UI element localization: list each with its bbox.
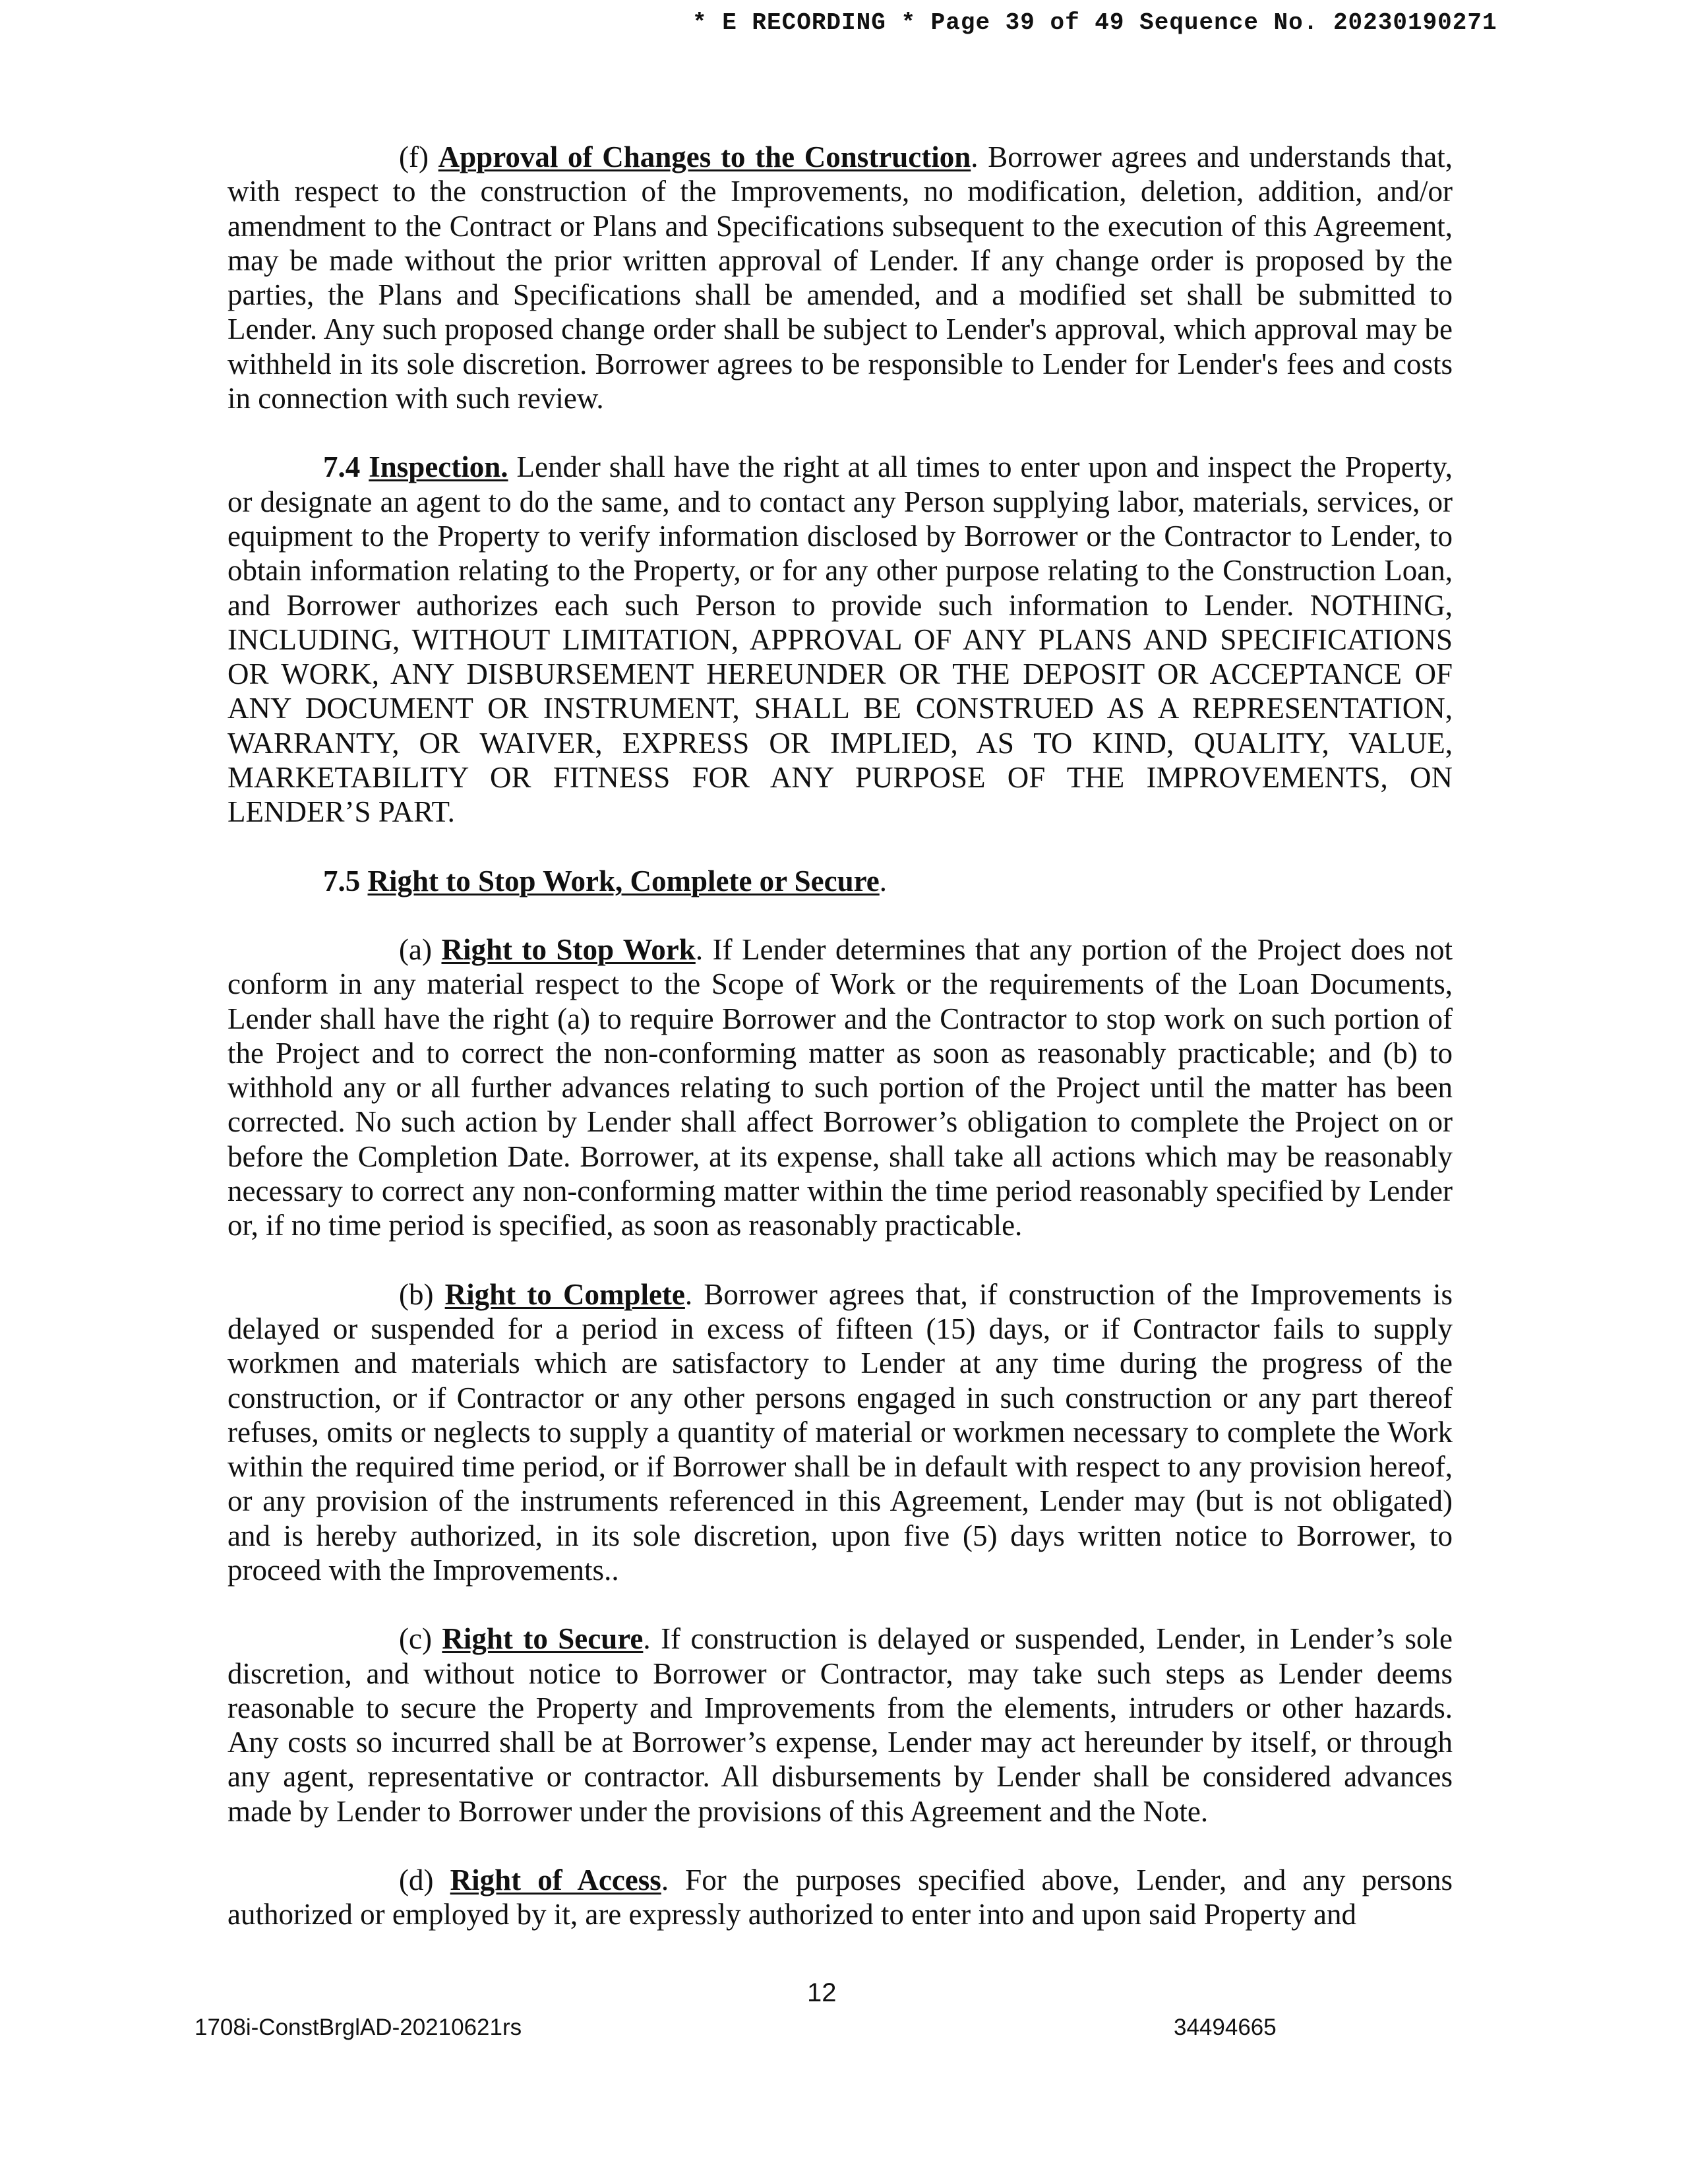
section-d-label: (d) bbox=[399, 1864, 434, 1897]
section-7-5-suffix: . bbox=[879, 864, 887, 897]
section-c-heading: Right to Secure bbox=[442, 1622, 644, 1656]
section-d-right-of-access bbox=[227, 1863, 1453, 1932]
section-a-label: (a) bbox=[399, 932, 432, 966]
section-b-body: . Borrower agrees that, if construction of the Improvements is delayed or suspended for a period in excess of fifteen (15) days, or if Contractor fails to supply workmen and materials which are satisfactory to Lender at any time during the progress of the construction, or if Contractor or any other persons engaged in such construction or any part thereof refuses, omits or neglects to supply a quantity of material or workmen necessary to complete the Work within the required time period, or if Borrower shall be in default with respect to any provision hereof, or any provision of the instruments referenced in this Agreement, Lender may (but is not obligated) and is hereby authorized, in its sole discretion, upon five (5) days written notice to Borrower, to proceed with the Improvements.. bbox=[227, 1277, 1453, 1587]
section-b-right-to-complete bbox=[227, 1277, 1453, 1588]
section-7-5-heading: Right to Stop Work, Complete or Secure bbox=[367, 864, 880, 897]
section-7-4-number: 7.4 bbox=[323, 450, 361, 484]
section-7-4-heading: Inspection. bbox=[369, 450, 508, 484]
section-7-4-inspection bbox=[227, 450, 1453, 829]
section-b-heading: Right to Complete bbox=[444, 1277, 685, 1311]
section-a-heading: Right to Stop Work bbox=[441, 932, 696, 966]
section-7-4-body: Lender shall have the right at all times to enter upon and inspect the Property, or designate an agent to do the same, and to contact any Person supplying labor, materials, services, or equipment to the Property to verify information disclosed by Borrower or the Contractor to Lender, to obtain information relating to the Property, or for any other purpose relating to the Construction Loan, and Borrower authorizes each such Person to provide such information to Lender. NOTHING, INCLUDING, WITHOUT LIMITATION, APPROVAL OF ANY PLANS AND SPECIFICATIONS OR WORK, ANY DISBURSEMENT HEREUNDER OR THE DEPOSIT OR ACCEPTANCE OF ANY DOCUMENT OR INSTRUMENT, SHALL BE CONSTRUED AS A REPRESENTATION, WARRANTY, OR WAIVER, EXPRESS OR IMPLIED, AS TO KIND, QUALITY, VALUE, MARKETABILITY OR FITNESS FOR ANY PURPOSE OF THE IMPROVEMENTS, ON LENDER’S PART. bbox=[227, 450, 1453, 829]
section-c-label: (c) bbox=[399, 1622, 432, 1656]
recording-stamp-header: * E RECORDING * Page 39 of 49 Sequence No. 20230190271 bbox=[692, 9, 1497, 36]
document-body bbox=[227, 140, 1453, 1932]
footer-doc-code: 1708i-ConstBrglAD-20210621rs bbox=[195, 2015, 522, 2040]
footer-doc-id: 34494665 bbox=[1174, 2015, 1277, 2040]
page-number: 12 bbox=[807, 1978, 837, 2007]
section-7-5-title bbox=[227, 864, 1453, 898]
section-c-right-to-secure bbox=[227, 1622, 1453, 1829]
section-c-body: . If construction is delayed or suspended, Lender, in Lender’s sole discretion, and without notice to Borrower or Contractor, may take such steps as Lender deems reasonable to secure the Property and Improvements from the elements, intruders or other hazards. Any costs so incurred shall be at Borrower’s expense, Lender may act hereunder by itself, or through any agent, representative or contractor. All disbursements by Lender shall be considered advances made by Lender to Borrower under the provisions of this Agreement and the Note. bbox=[227, 1622, 1453, 1828]
section-d-heading: Right of Access bbox=[450, 1864, 661, 1897]
section-a-body: . If Lender determines that any portion of the Project does not conform in any material respect to the Scope of Work or the requirements of the Loan Documents, Lender shall have the right (a) to require Borrower and the Contractor to stop work on such portion of the Project and to correct the non-conforming matter as soon as reasonably practicable; and (b) to withhold any or all further advances relating to such portion of the Project until the matter has been corrected. No such action by Lender shall affect Borrower’s obligation to complete the Project on or before the Completion Date. Borrower, at its expense, shall take all actions which may be reasonably necessary to correct any non-conforming matter within the time period reasonably specified by Lender or, if no time period is specified, as soon as reasonably practicable. bbox=[227, 932, 1453, 1242]
section-f-label: (f) bbox=[399, 140, 429, 173]
section-b-label: (b) bbox=[399, 1277, 434, 1311]
section-7-5-number: 7.5 bbox=[323, 864, 361, 897]
section-a-right-to-stop-work bbox=[227, 932, 1453, 1243]
section-d-body: . For the purposes specified above, Lender, and any persons authorized or employed by it, are expressly authorized to enter into and upon said Property and bbox=[227, 1864, 1453, 1931]
section-f-body: . Borrower agrees and understands that, with respect to the construction of the Improvements, no modification, deletion, addition, and/or amendment to the Contract or Plans and Specifications subsequent to the execution of this Agreement, may be made without the prior written approval of Lender. If any change order is proposed by the parties, the Plans and Specifications shall be amended, and a modified set shall be submitted to Lender. Any such proposed change order shall be subject to Lender's approval, which approval may be withheld in its sole discretion. Borrower agrees to be responsible to Lender for Lender's fees and costs in connection with such review. bbox=[227, 140, 1453, 415]
section-f-approval-of-changes bbox=[227, 140, 1453, 415]
section-f-heading: Approval of Changes to the Construction bbox=[438, 140, 971, 173]
